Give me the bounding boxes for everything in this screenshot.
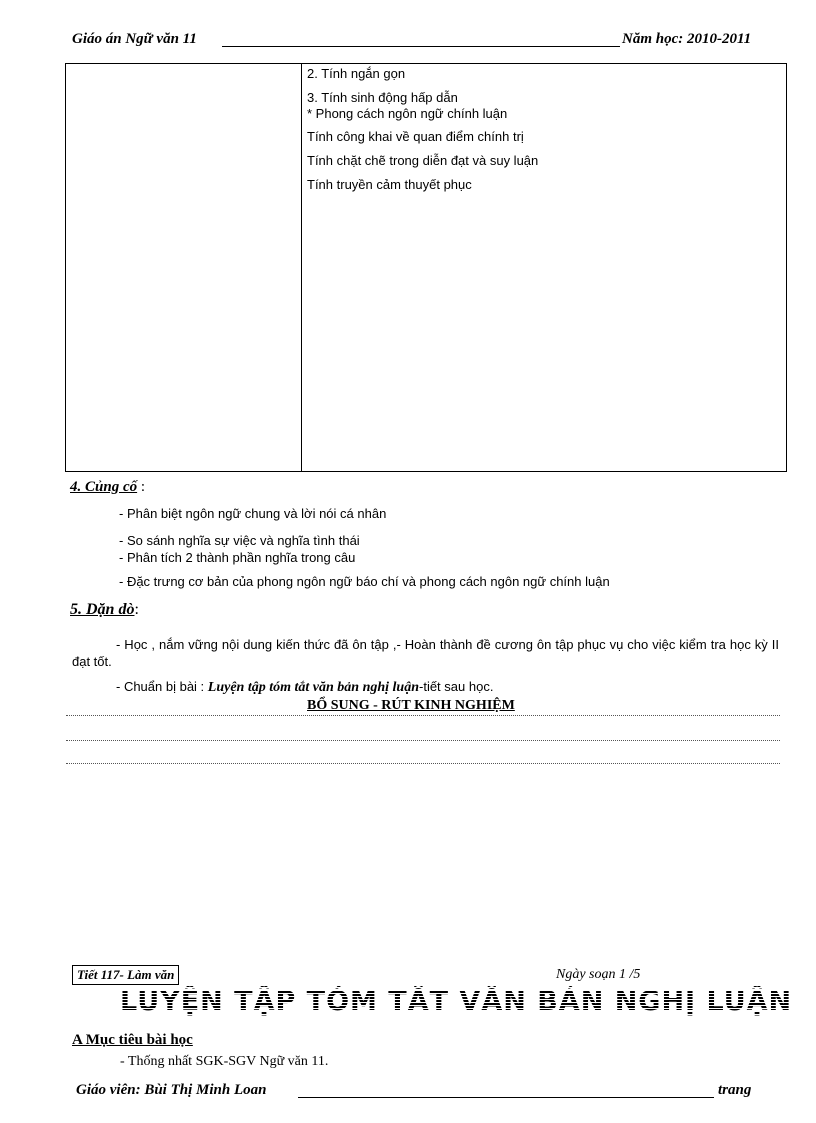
section-a-heading: A Mục tiêu bài học (72, 1032, 193, 1048)
dando-prep-title: Luyện tập tóm tắt văn bản nghị luận (207, 680, 419, 695)
cungco-colon: : (137, 479, 146, 495)
content-table (65, 63, 787, 472)
dando-paragraph: - Học , nắm vững nội dung kiến thức đã ôn tập ,- Hoàn thành đề cương ôn tập phục vụ cho việc kiểm tra học kỳ II đạt tốt. (72, 637, 779, 669)
dotted-line-3 (66, 763, 780, 764)
dando-prep (116, 679, 493, 696)
cungco-item-3: - Phân tích 2 thành phần nghĩa trong câu (119, 550, 356, 565)
dando-colon: : (134, 601, 139, 618)
table-line-1: 2. Tính ngắn gọn (307, 66, 406, 81)
dando-heading-text: 5. Dặn dò (70, 601, 135, 618)
table-line-4: Tính công khai về quan điểm chính trị (307, 129, 524, 144)
lesson-date: Ngày soạn 1 /5 (556, 967, 641, 982)
header-right: Năm học: 2010-2011 (622, 31, 752, 47)
cungco-item-4: - Đặc trưng cơ bản của phong ngôn ngữ báo chí và phong cách ngôn ngữ chính luận (119, 574, 610, 589)
table-line-6: Tính truyền cảm thuyết phục (307, 177, 472, 192)
table-line-2: 3. Tính sinh động hấp dẫn (307, 90, 458, 105)
cungco-heading-text: 4. Củng cố (70, 479, 138, 495)
lesson-period-box: Tiết 117- Làm văn (72, 965, 179, 985)
bosung-title: BỔ SUNG - RÚT KINH NGHIỆM (307, 698, 515, 713)
footer-page: trang (718, 1082, 752, 1098)
dando-prep-suffix: -tiết sau học. (419, 679, 494, 694)
table-line-3: * Phong cách ngôn ngữ chính luận (307, 106, 508, 121)
cungco-item-1: - Phân biệt ngôn ngữ chung và lời nói cá nhân (119, 506, 387, 521)
section-a-item-1: - Thống nhất SGK-SGV Ngữ văn 11. (120, 1054, 329, 1069)
lesson-title: LUYỆN TẬP TÓM TẮT VĂN BẢN NGHỊ LUẬN (120, 986, 793, 1017)
header-rule (222, 46, 620, 47)
cungco-item-2: - So sánh nghĩa sự việc và nghĩa tình thái (119, 533, 360, 548)
dando-prep-prefix: - Chuẩn bị bài : (116, 679, 208, 694)
dotted-line-2 (66, 740, 780, 741)
dando-heading (70, 601, 139, 619)
footer-rule (298, 1097, 714, 1098)
header-left: Giáo án Ngữ văn 11 (72, 31, 197, 47)
dotted-line-1 (66, 715, 780, 716)
table-column-divider (301, 64, 302, 471)
table-line-5: Tính chặt chẽ trong diễn đạt và suy luận (307, 153, 539, 168)
cungco-heading (70, 479, 145, 496)
footer-teacher: Giáo viên: Bùi Thị Minh Loan (76, 1082, 267, 1098)
